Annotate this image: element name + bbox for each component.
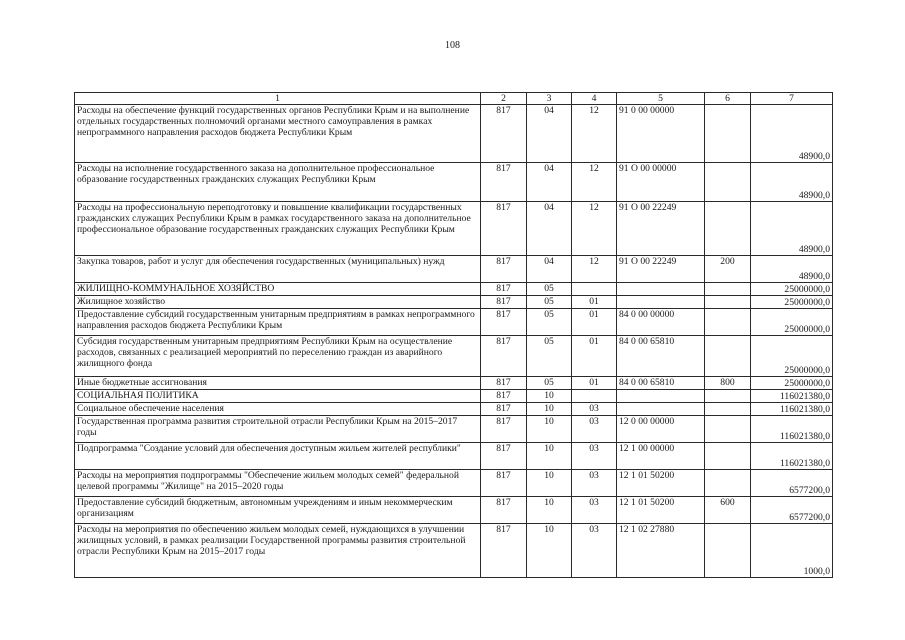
row-amount: 6577200,0 (751, 497, 833, 524)
row-section: 10 (527, 403, 572, 416)
row-name: Расходы на обеспечение функций государственных органов Республики Крым и на выполнение отдельных государственных полномочий органами местного самоуправления в рамках непрограммного направления расходов бюджета Республики Крым (75, 105, 481, 163)
row-amount: 25000000,0 (751, 283, 833, 296)
header-col-2: 2 (481, 93, 527, 105)
row-target-article: 12 1 00 00000 (617, 443, 705, 470)
row-subsection: 03 (572, 497, 617, 524)
row-section: 04 (527, 163, 572, 202)
row-target-article: 12 0 00 00000 (617, 416, 705, 443)
header-col-4: 4 (572, 93, 617, 105)
table-row (75, 336, 833, 377)
row-name: Предоставление субсидий государственным унитарным предприятиям в рамках непрограммного направления расходов бюджета Республики Крым (75, 309, 481, 336)
row-amount: 116021380,0 (751, 443, 833, 470)
row-target-article: 84 0 00 65810 (617, 336, 705, 377)
table-row (75, 416, 833, 443)
table-row (75, 470, 833, 497)
table-header (75, 93, 833, 105)
row-name: Социальное обеспечение населения (75, 403, 481, 416)
row-target-article: 12 1 01 50200 (617, 470, 705, 497)
row-section: 10 (527, 497, 572, 524)
table-row (75, 256, 833, 283)
row-expense-type (705, 163, 751, 202)
page-number: 108 (445, 40, 460, 51)
row-target-article (617, 403, 705, 416)
row-name: Расходы на мероприятия подпрограммы "Обеспечение жильем молодых семей" федеральной целевой программы "Жилище" на 2015–2020 годы (75, 470, 481, 497)
row-expense-type (705, 524, 751, 578)
header-col-1: 1 (75, 93, 481, 105)
row-section: 10 (527, 443, 572, 470)
header-col-6: 6 (705, 93, 751, 105)
table-row (75, 105, 833, 163)
row-subsection: 03 (572, 524, 617, 578)
table-row (75, 524, 833, 578)
row-ministry-code: 817 (481, 256, 527, 283)
row-ministry-code: 817 (481, 470, 527, 497)
row-section: 10 (527, 416, 572, 443)
row-target-article: 12 1 01 50200 (617, 497, 705, 524)
row-ministry-code: 817 (481, 443, 527, 470)
header-col-5: 5 (617, 93, 705, 105)
row-expense-type: 200 (705, 256, 751, 283)
row-ministry-code: 817 (481, 296, 527, 309)
row-amount: 116021380,0 (751, 416, 833, 443)
row-expense-type (705, 443, 751, 470)
row-target-article: 91 О 00 22249 (617, 256, 705, 283)
row-name: Подпрограмма "Создание условий для обеспечения доступным жильем жителей республики" (75, 443, 481, 470)
row-target-article (617, 390, 705, 403)
row-target-article (617, 283, 705, 296)
row-name: Расходы на исполнение государственного заказа на дополнительное профессиональное образование государственных гражданских служащих Республики Крым (75, 163, 481, 202)
row-amount: 116021380,0 (751, 390, 833, 403)
row-subsection: 12 (572, 256, 617, 283)
row-section: 04 (527, 202, 572, 256)
row-expense-type (705, 416, 751, 443)
row-section: 04 (527, 256, 572, 283)
row-ministry-code: 817 (481, 524, 527, 578)
row-target-article: 12 1 02 27880 (617, 524, 705, 578)
row-subsection: 03 (572, 470, 617, 497)
row-expense-type (705, 202, 751, 256)
row-subsection: 03 (572, 443, 617, 470)
row-subsection: 01 (572, 336, 617, 377)
row-target-article (617, 296, 705, 309)
row-expense-type (705, 403, 751, 416)
row-subsection: 01 (572, 309, 617, 336)
row-subsection: 03 (572, 403, 617, 416)
row-ministry-code: 817 (481, 283, 527, 296)
row-ministry-code: 817 (481, 163, 527, 202)
row-name: Закупка товаров, работ и услуг для обеспечения государственных (муниципальных) нужд (75, 256, 481, 283)
table-row (75, 497, 833, 524)
row-section: 05 (527, 336, 572, 377)
row-amount: 116021380,0 (751, 403, 833, 416)
row-subsection (572, 283, 617, 296)
table-row (75, 202, 833, 256)
row-subsection: 12 (572, 105, 617, 163)
row-amount: 6577200,0 (751, 470, 833, 497)
row-name: Государственная программа развития строительной отрасли Республики Крым на 2015–2017 годы (75, 416, 481, 443)
table-row (75, 163, 833, 202)
row-expense-type (705, 309, 751, 336)
header-col-7: 7 (751, 93, 833, 105)
row-ministry-code: 817 (481, 336, 527, 377)
row-ministry-code: 817 (481, 377, 527, 390)
row-amount: 48900,0 (751, 105, 833, 163)
row-name: Предоставление субсидий бюджетным, автономным учреждениям и иным некоммерческим организациям (75, 497, 481, 524)
header-col-3: 3 (527, 93, 572, 105)
row-target-article: 91 0 00 00000 (617, 105, 705, 163)
row-expense-type (705, 296, 751, 309)
row-name: Расходы на мероприятия по обеспечению жильем молодых семей, нуждающихся в улучшении жилищных условий, в рамках реализации Государственной программы развития строительной отрасли Республики Крым на 2015–2017 годы (75, 524, 481, 578)
row-amount: 25000000,0 (751, 296, 833, 309)
row-section: 05 (527, 296, 572, 309)
row-section: 04 (527, 105, 572, 163)
row-expense-type: 800 (705, 377, 751, 390)
row-ministry-code: 817 (481, 390, 527, 403)
table-row (75, 403, 833, 416)
row-ministry-code: 817 (481, 416, 527, 443)
table-body (75, 105, 833, 578)
row-expense-type (705, 470, 751, 497)
row-ministry-code: 817 (481, 202, 527, 256)
row-amount: 48900,0 (751, 202, 833, 256)
row-amount: 25000000,0 (751, 309, 833, 336)
row-target-article: 91 О 00 00000 (617, 163, 705, 202)
row-amount: 48900,0 (751, 163, 833, 202)
row-expense-type (705, 390, 751, 403)
row-expense-type (705, 283, 751, 296)
row-subsection (572, 390, 617, 403)
row-ministry-code: 817 (481, 497, 527, 524)
table-row (75, 443, 833, 470)
row-ministry-code: 817 (481, 309, 527, 336)
row-target-article: 84 0 00 65810 (617, 377, 705, 390)
row-amount: 25000000,0 (751, 336, 833, 377)
row-section: 10 (527, 524, 572, 578)
header-row (75, 93, 833, 105)
row-section: 10 (527, 470, 572, 497)
row-name: Жилищное хозяйство (75, 296, 481, 309)
row-section: 10 (527, 390, 572, 403)
row-target-article: 84 0 00 00000 (617, 309, 705, 336)
row-ministry-code: 817 (481, 105, 527, 163)
row-amount: 25000000,0 (751, 377, 833, 390)
table-row (75, 377, 833, 390)
table-row (75, 309, 833, 336)
budget-table (74, 92, 833, 578)
row-name: Субсидия государственным унитарным предприятиям Республики Крым на осуществление расходов, связанных с реализацией мероприятий по переселению граждан из аварийного жилищного фонда (75, 336, 481, 377)
row-target-article: 91 О 00 22249 (617, 202, 705, 256)
row-expense-type (705, 105, 751, 163)
row-ministry-code: 817 (481, 403, 527, 416)
row-expense-type: 600 (705, 497, 751, 524)
row-name: Иные бюджетные ассигнования (75, 377, 481, 390)
row-subsection: 12 (572, 202, 617, 256)
table-row (75, 296, 833, 309)
row-subsection: 12 (572, 163, 617, 202)
row-subsection: 01 (572, 377, 617, 390)
row-amount: 1000,0 (751, 524, 833, 578)
row-subsection: 03 (572, 416, 617, 443)
row-name: СОЦИАЛЬНАЯ ПОЛИТИКА (75, 390, 481, 403)
row-amount: 48900,0 (751, 256, 833, 283)
row-name: Расходы на профессиональную переподготовку и повышение квалификации государственных гражданских служащих Республики Крым в рамках государственного заказа на дополнительное профессиональное образование государственных гражданских служащих Республики Крым (75, 202, 481, 256)
row-subsection: 01 (572, 296, 617, 309)
table-row (75, 390, 833, 403)
row-name: ЖИЛИЩНО-КОММУНАЛЬНОЕ ХОЗЯЙСТВО (75, 283, 481, 296)
row-section: 05 (527, 309, 572, 336)
row-section: 05 (527, 283, 572, 296)
table-row (75, 283, 833, 296)
row-section: 05 (527, 377, 572, 390)
row-expense-type (705, 336, 751, 377)
